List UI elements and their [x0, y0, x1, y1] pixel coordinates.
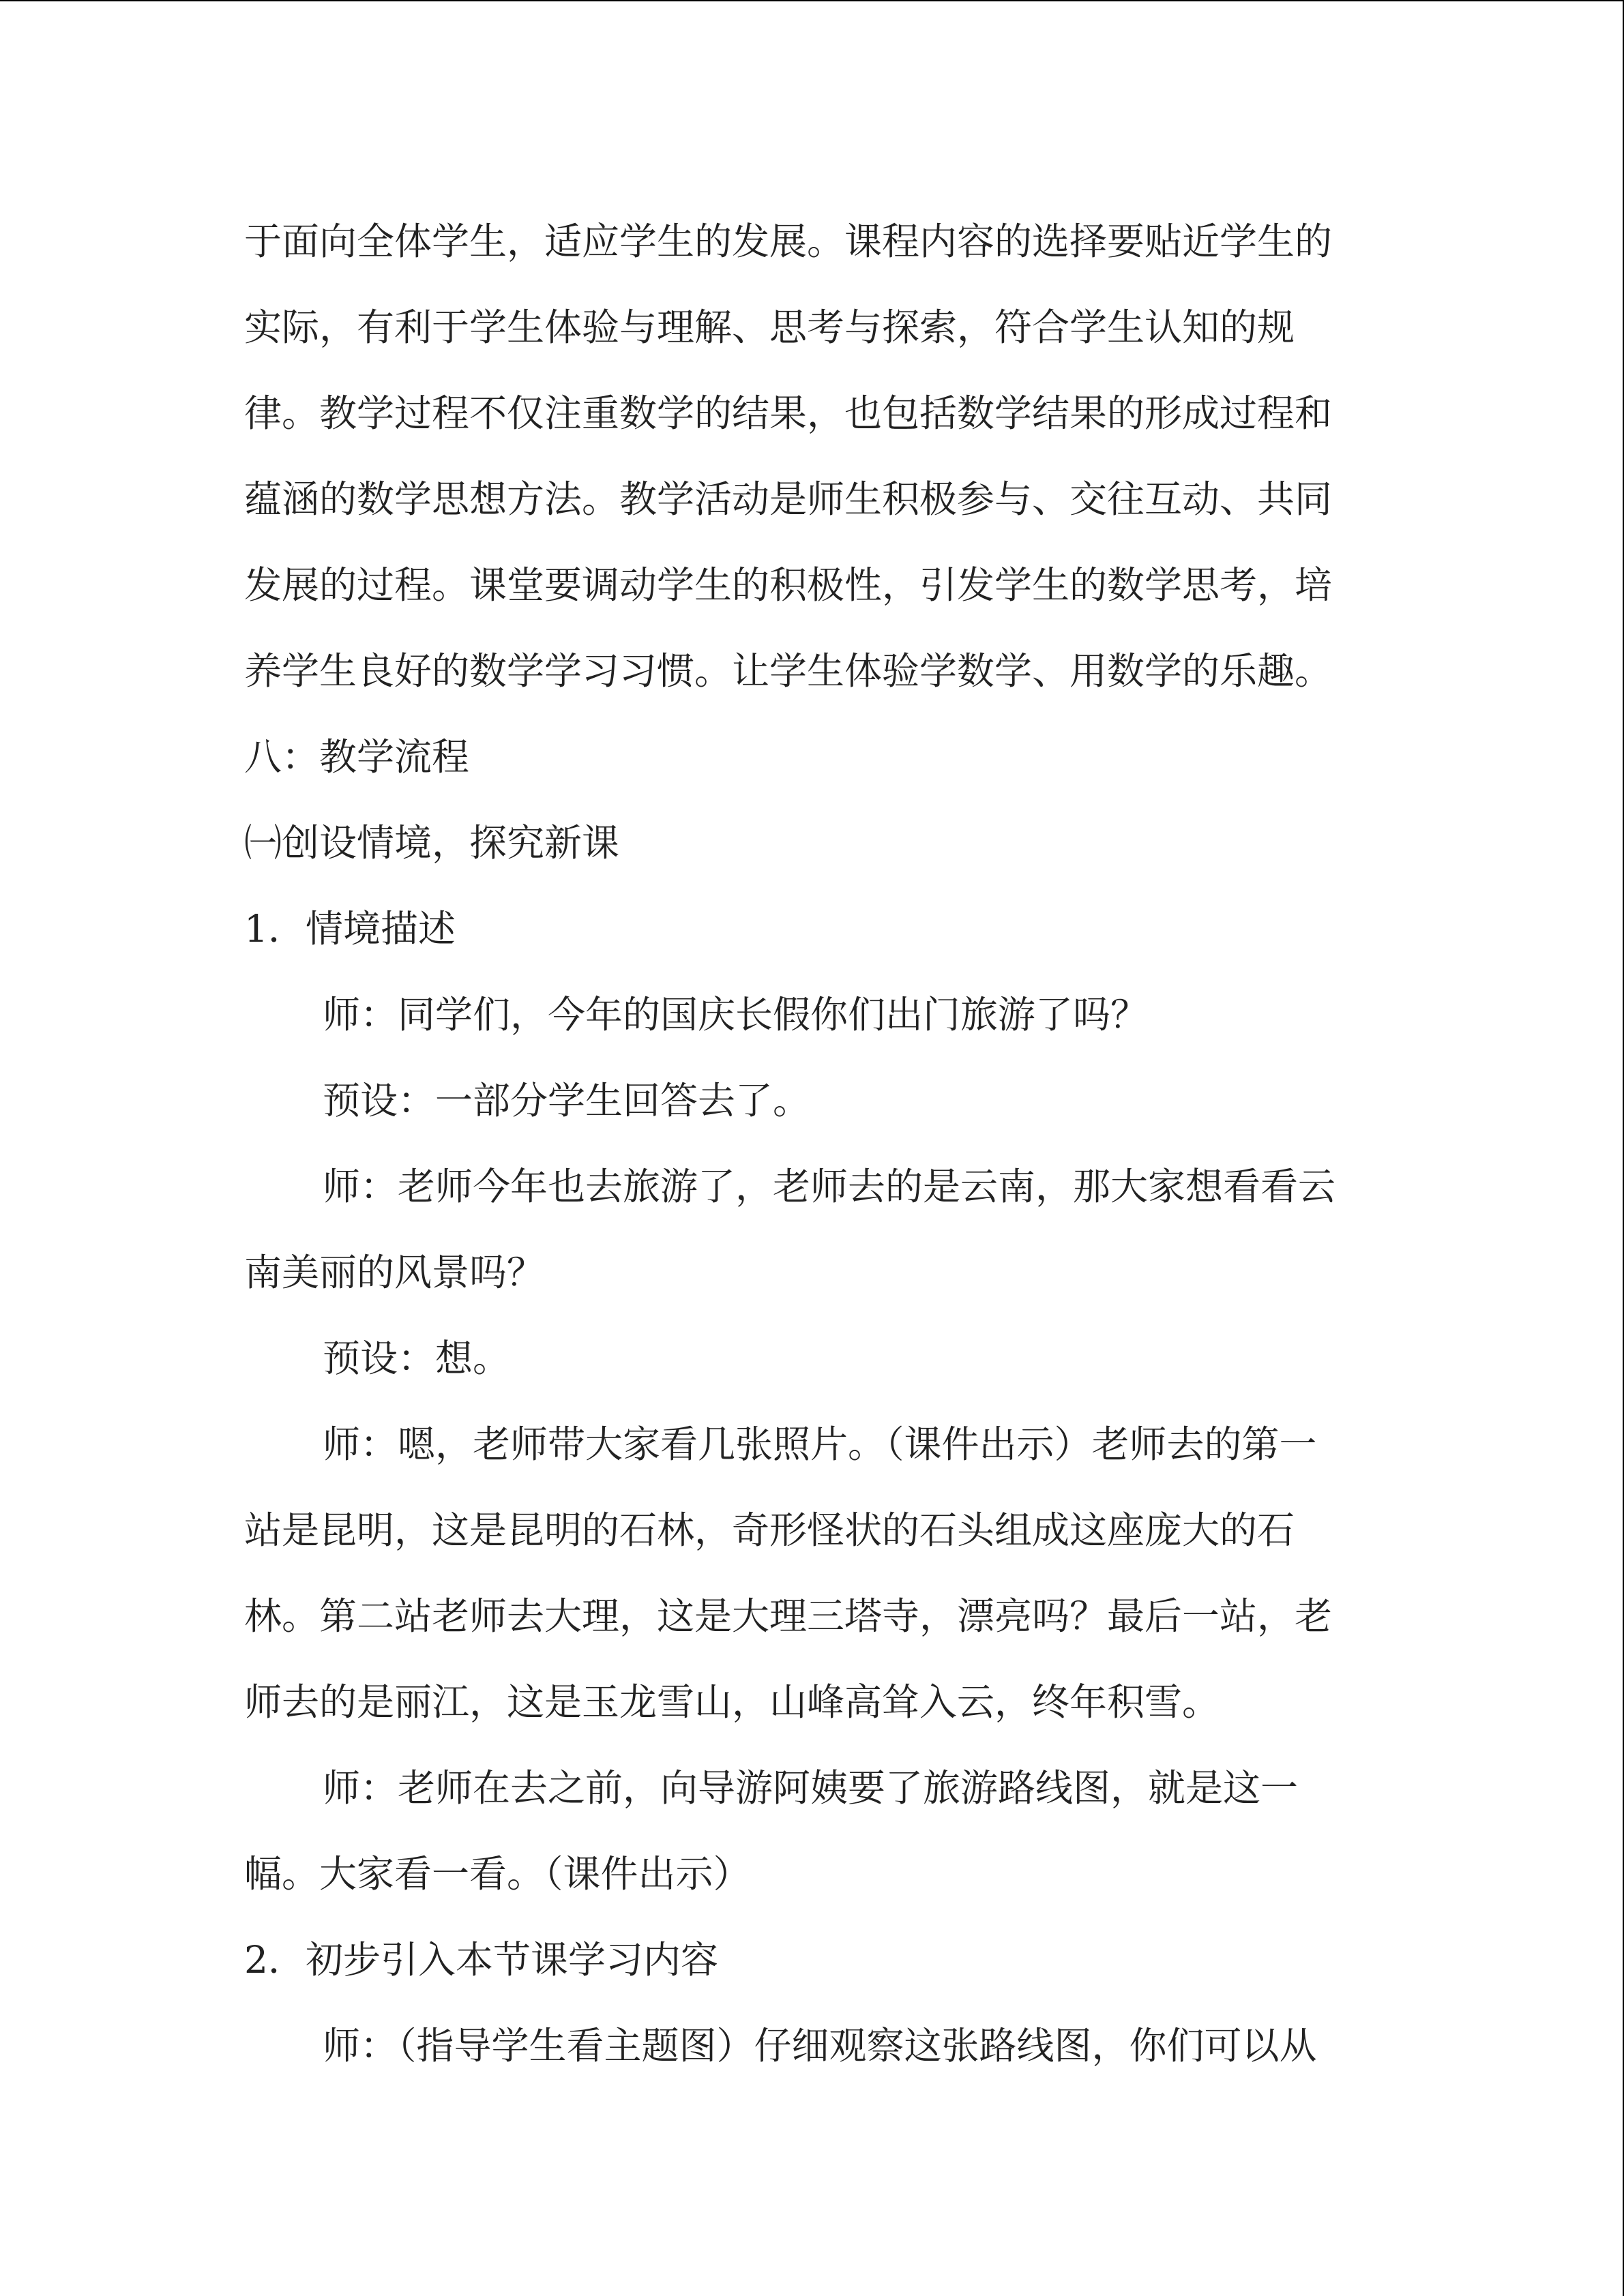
subsection-heading: ㈠创设情境，探究新课: [244, 821, 620, 865]
paragraph-line: 实际，有利于学生体验与理解、思考与探索，符合学生认知的规: [244, 305, 1295, 349]
dialogue-line: 师：嗯，老师带大家看几张照片。（课件出示）老师去的第一: [323, 1422, 1317, 1466]
dialogue-line: 师：老师在去之前，向导游阿姨要了旅游路线图，就是这一: [323, 1766, 1299, 1810]
item-heading: 1．情境描述: [244, 907, 456, 951]
dialogue-line: 南美丽的风景吗？: [244, 1251, 545, 1294]
paragraph-line: 于面向全体学生，适应学生的发展。课程内容的选择要贴近学生的: [244, 220, 1333, 263]
paragraph-line: 发展的过程。课堂要调动学生的积极性，引发学生的数学思考，培: [244, 563, 1333, 607]
dialogue-line: 师：老师今年也去旅游了，老师去的是云南，那大家想看看云: [323, 1165, 1336, 1208]
dialogue-line: 幅。大家看一看。（课件出示）: [244, 1852, 751, 1896]
dialogue-line: 站是昆明，这是昆明的石林，奇形怪状的石头组成这座庞大的石: [244, 1508, 1295, 1552]
preset-line: 预设：一部分学生回答去了。: [323, 1079, 811, 1122]
paragraph-line: 律。教学过程不仅注重数学的结果，也包括数学结果的形成过程和: [244, 391, 1333, 435]
dialogue-line: 师：（指导学生看主题图）仔细观察这张路线图，你们可以从: [323, 2024, 1317, 2068]
paragraph-line: 蕴涵的数学思想方法。教学活动是师生积极参与、交往互动、共同: [244, 477, 1333, 521]
dialogue-line: 师：同学们，今年的国庆长假你们出门旅游了吗？: [323, 993, 1149, 1037]
dialogue-line: 师去的是丽江，这是玉龙雪山，山峰高耸入云，终年积雪。: [244, 1680, 1220, 1724]
section-heading: 八：教学流程: [244, 735, 470, 779]
preset-line: 预设：想。: [323, 1337, 511, 1380]
dialogue-line: 林。第二站老师去大理，这是大理三塔寺，漂亮吗？最后一站，老: [244, 1594, 1333, 1638]
paragraph-line: 养学生良好的数学学习习惯。让学生体验学数学、用数学的乐趣。: [244, 649, 1333, 693]
item-heading: 2．初步引入本节课学习内容: [244, 1938, 718, 1982]
